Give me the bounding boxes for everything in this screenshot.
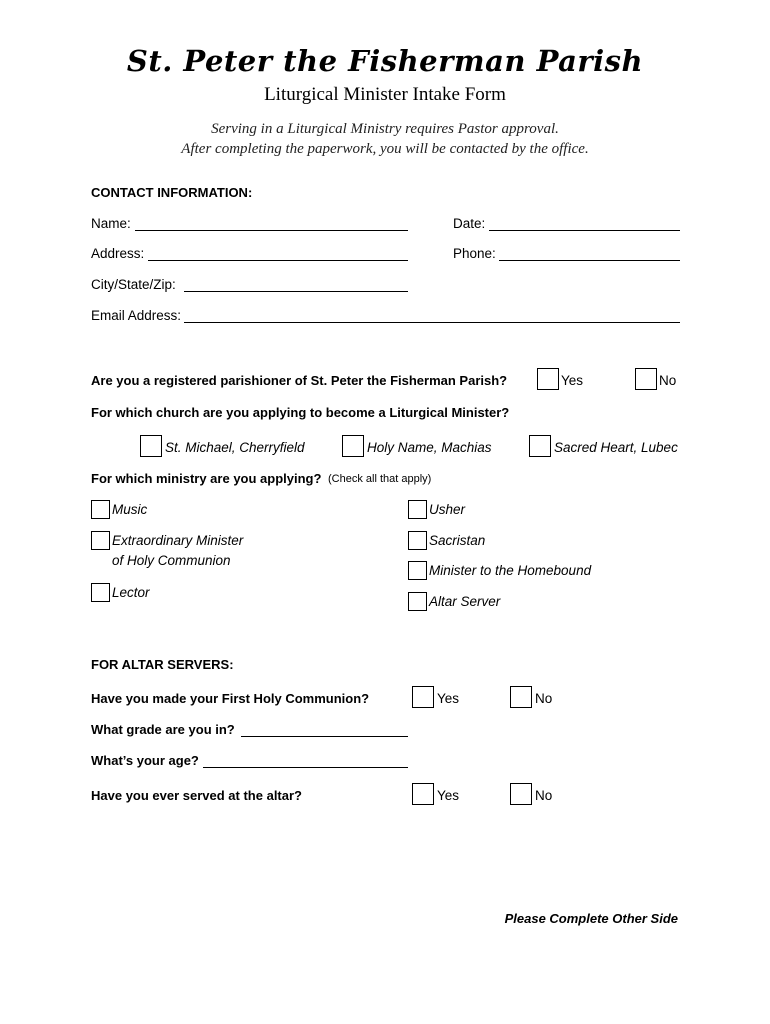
parish-title: St. Peter the Fisherman Parish <box>126 44 644 78</box>
altar-heading: FOR ALTAR SERVERS: <box>91 657 234 672</box>
served-question: Have you ever served at the altar? <box>91 788 302 803</box>
church-machias-label: Holy Name, Machias <box>367 440 492 455</box>
grade-field[interactable] <box>241 736 408 737</box>
communion-yes-label: Yes <box>437 691 460 706</box>
church-cherryfield-checkbox[interactable] <box>140 435 162 457</box>
lector-label: Lector <box>112 585 150 600</box>
address-label: Address: <box>91 246 145 261</box>
sacristan-label: Sacristan <box>429 533 486 548</box>
communion-no-checkbox[interactable] <box>510 686 532 708</box>
ministry-question: For which ministry are you applying? <box>91 471 322 486</box>
registered-no-checkbox[interactable] <box>635 368 657 390</box>
registered-no-label: No <box>659 373 677 388</box>
sacristan-checkbox[interactable] <box>408 531 427 550</box>
served-no-checkbox[interactable] <box>510 783 532 805</box>
communion-yes-checkbox[interactable] <box>412 686 434 708</box>
altar-server-label: Altar Server <box>429 594 501 609</box>
emhc-checkbox[interactable] <box>91 531 110 550</box>
phone-field[interactable] <box>499 260 680 261</box>
city-field[interactable] <box>184 291 408 292</box>
email-label: Email Address: <box>91 308 182 323</box>
lector-checkbox[interactable] <box>91 583 110 602</box>
served-yes-checkbox[interactable] <box>412 783 434 805</box>
contact-heading: CONTACT INFORMATION: <box>91 185 253 200</box>
communion-no-label: No <box>535 691 553 706</box>
church-lubec-checkbox[interactable] <box>529 435 551 457</box>
homebound-label: Minister to the Homebound <box>429 563 592 578</box>
date-field[interactable] <box>489 230 680 231</box>
age-question: What’s your age? <box>91 753 199 768</box>
ministry-hint: (Check all that apply) <box>328 473 432 485</box>
contact-note: After completing the paperwork, you will be contacted by the office. <box>181 141 589 157</box>
registered-yes-checkbox[interactable] <box>537 368 559 390</box>
form-subtitle: Liturgical Minister Intake Form <box>264 84 506 105</box>
music-label: Music <box>112 502 148 517</box>
usher-checkbox[interactable] <box>408 500 427 519</box>
church-machias-checkbox[interactable] <box>342 435 364 457</box>
name-label: Name: <box>91 216 131 231</box>
phone-label: Phone: <box>453 246 496 261</box>
grade-question: What grade are you in? <box>91 722 235 737</box>
served-yes-label: Yes <box>437 788 460 803</box>
footer-note: Please Complete Other Side <box>504 911 678 926</box>
approval-note: Serving in a Liturgical Ministry requires Pastor approval. <box>211 121 559 137</box>
date-label: Date: <box>453 216 486 231</box>
communion-question: Have you made your First Holy Communion? <box>91 691 370 706</box>
church-cherryfield-label: St. Michael, Cherryfield <box>165 440 305 455</box>
city-label: City/State/Zip: <box>91 277 176 292</box>
homebound-checkbox[interactable] <box>408 561 427 580</box>
address-field[interactable] <box>148 260 408 261</box>
music-checkbox[interactable] <box>91 500 110 519</box>
altar-server-checkbox[interactable] <box>408 592 427 611</box>
usher-label: Usher <box>429 502 466 517</box>
church-question: For which church are you applying to become a Liturgical Minister? <box>91 405 510 420</box>
email-field[interactable] <box>184 322 680 323</box>
emhc-label-line1: Extraordinary Minister <box>112 533 244 548</box>
emhc-label-line2: of Holy Communion <box>112 553 231 568</box>
served-no-label: No <box>535 788 553 803</box>
registered-question: Are you a registered parishioner of St. Peter the Fisherman Parish? <box>91 373 508 388</box>
name-field[interactable] <box>135 230 408 231</box>
registered-yes-label: Yes <box>561 373 584 388</box>
age-field[interactable] <box>203 767 408 768</box>
church-lubec-label: Sacred Heart, Lubec <box>554 440 678 455</box>
